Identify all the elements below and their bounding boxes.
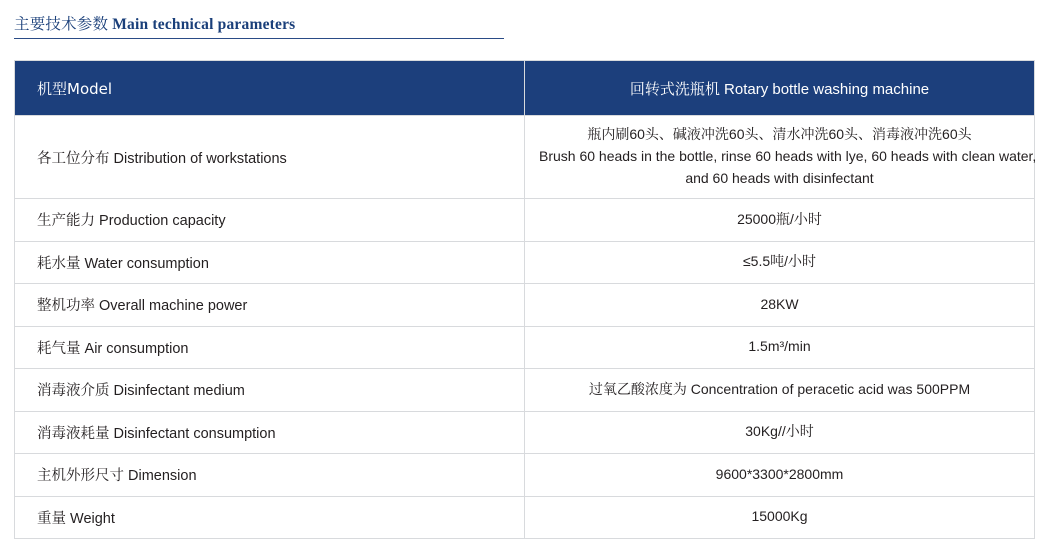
table-row bbox=[15, 199, 1035, 242]
row-value-line: 瓶内刷60头、碱液冲洗60头、清水冲洗60头、消毒液冲洗60头 bbox=[587, 126, 972, 143]
row-value-line: Brush 60 heads in the bottle, rinse 60 heads with lye, 60 heads with clean water, bbox=[539, 148, 1037, 165]
row-label: 消毒液介质 Disinfectant medium bbox=[15, 369, 525, 412]
table-row bbox=[15, 454, 1035, 497]
row-value: 9600*3300*2800mm bbox=[525, 454, 1035, 497]
row-value: 25000瓶/小时 bbox=[525, 199, 1035, 242]
table-row bbox=[15, 369, 1035, 412]
table-row bbox=[15, 284, 1035, 327]
page-title-english: Main technical parameters bbox=[112, 16, 296, 33]
header-cell-machine: 回转式洗瓶机 Rotary bottle washing machine bbox=[525, 61, 1035, 116]
technical-parameters-table bbox=[14, 60, 1035, 539]
row-value: 28KW bbox=[525, 284, 1035, 327]
row-label: 生产能力 Production capacity bbox=[15, 199, 525, 242]
table-row bbox=[15, 326, 1035, 369]
table-row bbox=[15, 411, 1035, 454]
row-label: 主机外形尺寸 Dimension bbox=[15, 454, 525, 497]
row-label: 消毒液耗量 Disinfectant consumption bbox=[15, 411, 525, 454]
page-title bbox=[14, 12, 295, 34]
row-value: 过氧乙酸浓度为 Concentration of peracetic acid was 500PPM bbox=[525, 369, 1035, 412]
title-divider bbox=[14, 38, 504, 39]
page-title-chinese: 主要技术参数 bbox=[14, 15, 109, 33]
row-value: 30Kg//小时 bbox=[525, 411, 1035, 454]
table-row bbox=[15, 496, 1035, 539]
row-label: 各工位分布 Distribution of workstations bbox=[15, 116, 525, 199]
row-label: 耗气量 Air consumption bbox=[15, 326, 525, 369]
row-label: 整机功率 Overall machine power bbox=[15, 284, 525, 327]
row-value: 15000Kg bbox=[525, 496, 1035, 539]
row-label: 耗水量 Water consumption bbox=[15, 241, 525, 284]
table-header-row bbox=[15, 61, 1035, 116]
row-label: 重量 Weight bbox=[15, 496, 525, 539]
row-value: ≤5.5吨/小时 bbox=[525, 241, 1035, 284]
row-value-line: and 60 heads with disinfectant bbox=[685, 169, 874, 186]
table-row bbox=[15, 241, 1035, 284]
header-cell-model: 机型Model bbox=[15, 61, 525, 116]
row-value: 1.5m³/min bbox=[525, 326, 1035, 369]
row-value bbox=[525, 116, 1035, 199]
table-row bbox=[15, 116, 1035, 199]
